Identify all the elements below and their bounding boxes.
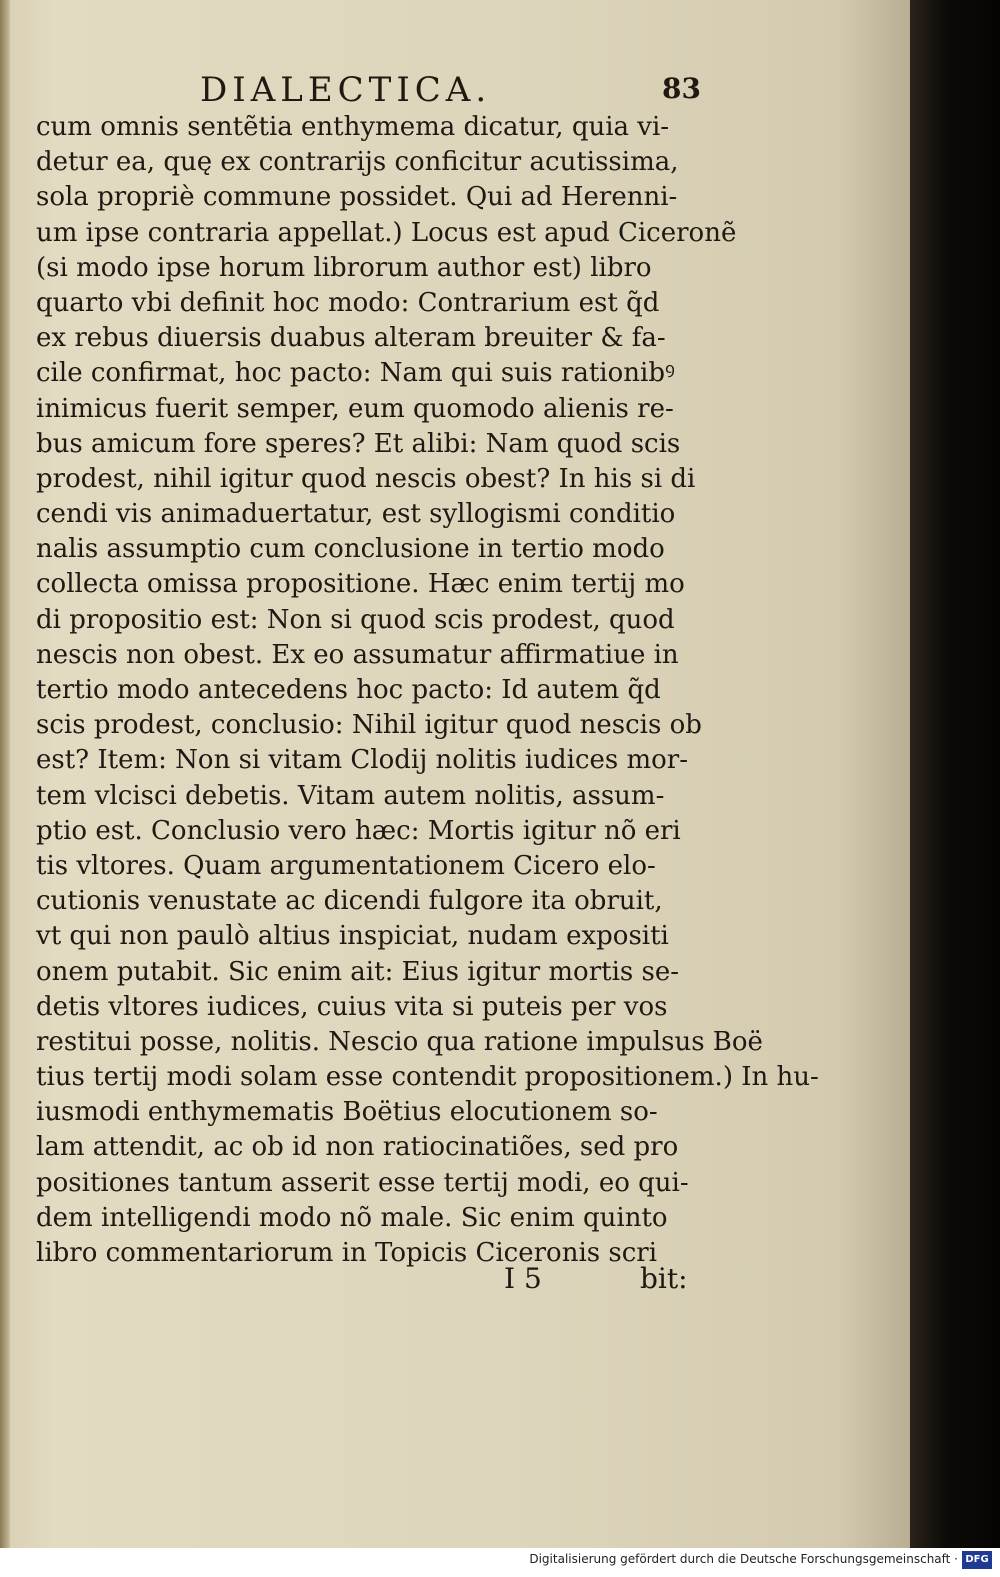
running-head: DIALECTICA.: [200, 70, 492, 110]
page-edge: [0, 0, 10, 1548]
text-line: onem putabit. Sic enim ait: Eius igitur mortis se-: [36, 956, 680, 987]
text-line: tem vlcisci debetis. Vitam autem nolitis, assum-: [36, 780, 665, 811]
text-line: positiones tantum asserit esse tertij modi, eo qui-: [36, 1167, 689, 1198]
text-line: lam attendit, ac ob id non ratiocinatiões, sed pro: [36, 1132, 679, 1163]
text-line: quarto vbi definit hoc modo: Contrarium est q̃d: [36, 287, 660, 318]
text-line: di propositio est: Non si quod scis prodest, quod: [36, 604, 675, 635]
catchwords: [490, 1262, 710, 1302]
text-line: nescis non obest. Ex eo assumatur affirmatiue in: [36, 639, 679, 670]
text-line: tius tertij modi solam esse contendit propositionem.) In hu-: [36, 1062, 819, 1093]
text-line: dem intelligendi modo nõ male. Sic enim quinto: [36, 1202, 668, 1233]
signature-mark: I 5: [504, 1262, 542, 1295]
funding-notice: Digitalisierung gefördert durch die Deutsche Forschungsgemeinschaft ·: [529, 1552, 958, 1566]
book-gutter: [910, 0, 1000, 1548]
text-line: collecta omissa propositione. Hæc enim tertij mo: [36, 569, 685, 600]
text-line: bus amicum fore speres? Et alibi: Nam quod scis: [36, 428, 681, 459]
catchword: bit:: [640, 1262, 688, 1295]
text-line: um ipse contraria appellat.) Locus est apud Ciceronẽ: [36, 217, 737, 248]
page-number: 83: [662, 72, 701, 105]
text-line: ptio est. Conclusio vero hæc: Mortis igitur nõ eri: [36, 815, 681, 846]
text-line: cutionis venustate ac dicendi fulgore ita obruit,: [36, 886, 663, 917]
text-line: cendi vis animaduertatur, est syllogismi conditio: [36, 499, 676, 530]
text-line: restitui posse, nolitis. Nescio qua ratione impulsus Boë: [36, 1026, 763, 1057]
text-line: detur ea, quę ex contrarijs conficitur acutissima,: [36, 147, 679, 178]
text-line: (si modo ipse horum librorum author est) libro: [36, 252, 652, 283]
dfg-logo: DFG: [962, 1551, 992, 1569]
text-line: tis vltores. Quam argumentationem Cicero elo-: [36, 850, 656, 881]
text-line: prodest, nihil igitur quod nescis obest? In his si di: [36, 463, 696, 494]
text-line: detis vltores iudices, cuius vita si puteis per vos: [36, 991, 668, 1022]
text-line: est? Item: Non si vitam Clodij nolitis iudices mor-: [36, 745, 689, 776]
text-line: sola propriè commune possidet. Qui ad Herenni-: [36, 182, 678, 213]
text-line: libro commentariorum in Topicis Ciceronis scri: [36, 1238, 658, 1268]
text-line: tertio modo antecedens hoc pacto: Id autem q̃d: [36, 675, 661, 705]
text-line: ex rebus diuersis duabus alteram breuiter & fa-: [36, 323, 666, 354]
text-line: cum omnis sentẽtia enthymema dicatur, quia vi-: [36, 112, 670, 142]
text-line: inimicus fuerit semper, eum quomodo alienis re-: [36, 393, 674, 424]
text-line: scis prodest, conclusio: Nihil igitur quod nescis ob: [36, 710, 702, 741]
text-line: iusmodi enthymematis Boëtius elocutionem so-: [36, 1097, 658, 1128]
text-line: nalis assumptio cum conclusione in tertio modo: [36, 534, 665, 565]
body-text: [36, 110, 819, 1271]
text-line: vt qui non paulò altius inspiciat, nudam expositi: [36, 921, 669, 952]
text-line: cile confirmat, hoc pacto: Nam qui suis rationibꝰ: [36, 358, 675, 389]
